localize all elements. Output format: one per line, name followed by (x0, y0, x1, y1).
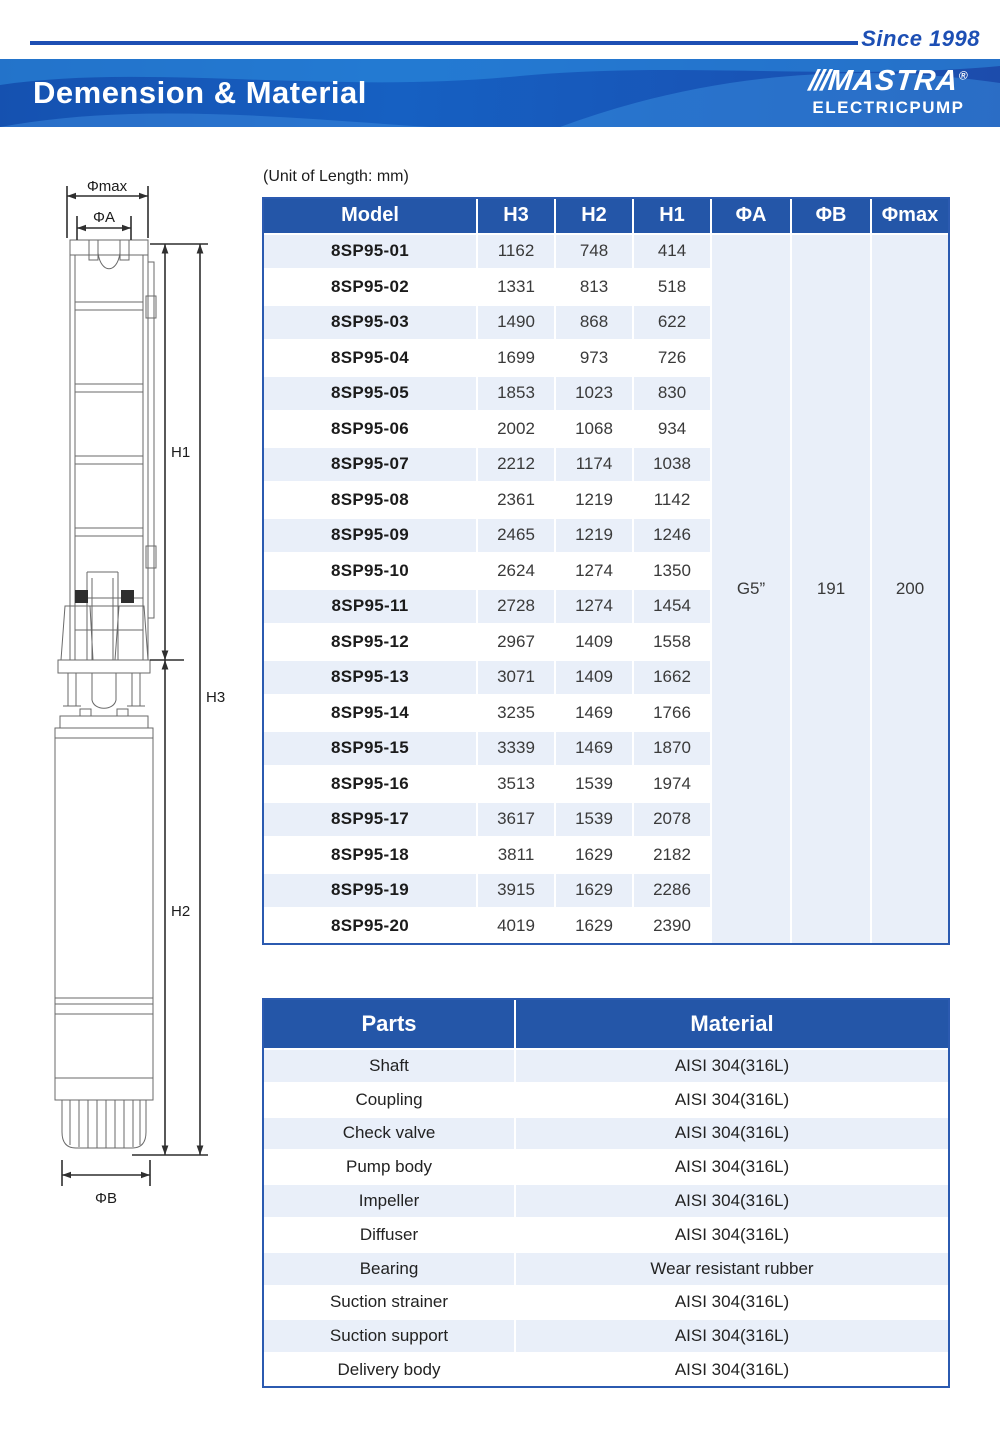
model-cell: 8SP95-14 (264, 696, 476, 730)
model-cell: 8SP95-17 (264, 803, 476, 837)
part-material-cell: AISI 304(316L) (516, 1219, 948, 1251)
value-cell: 1558 (634, 625, 710, 659)
dim-label-h3: H3 (206, 689, 226, 706)
dim-label-phi-b: ΦB (95, 1190, 117, 1207)
model-cell: 8SP95-18 (264, 838, 476, 872)
value-cell: 726 (634, 341, 710, 375)
part-name-cell: Suction support (264, 1320, 514, 1352)
dim-column-header--max: Φmax (872, 199, 948, 233)
value-cell: 1219 (556, 483, 632, 517)
model-cell: 8SP95-03 (264, 306, 476, 340)
part-material-cell: AISI 304(316L) (516, 1185, 948, 1217)
part-name-cell: Check valve (264, 1118, 514, 1150)
model-cell: 8SP95-12 (264, 625, 476, 659)
shared-phi-a-cell: G5” (712, 235, 790, 943)
value-cell: 2182 (634, 838, 710, 872)
value-cell: 1274 (556, 590, 632, 624)
model-cell: 8SP95-04 (264, 341, 476, 375)
value-cell: 1699 (478, 341, 554, 375)
model-cell: 8SP95-06 (264, 412, 476, 446)
value-cell: 1853 (478, 377, 554, 411)
model-cell: 8SP95-11 (264, 590, 476, 624)
shared-phi-b-cell: 191 (792, 235, 870, 943)
value-cell: 813 (556, 270, 632, 304)
value-cell: 1870 (634, 732, 710, 766)
value-cell: 1469 (556, 732, 632, 766)
parts-table (262, 998, 950, 1388)
model-cell: 8SP95-20 (264, 909, 476, 943)
value-cell: 3339 (478, 732, 554, 766)
logo-wordmark (807, 67, 969, 96)
value-cell: 1142 (634, 483, 710, 517)
value-cell: 1454 (634, 590, 710, 624)
part-material-cell: AISI 304(316L) (516, 1118, 948, 1150)
model-cell: 8SP95-10 (264, 554, 476, 588)
value-cell: 1490 (478, 306, 554, 340)
value-cell: 2078 (634, 803, 710, 837)
value-cell: 518 (634, 270, 710, 304)
pump-diagram (20, 160, 260, 1220)
value-cell: 3915 (478, 874, 554, 908)
value-cell: 868 (556, 306, 632, 340)
logo-brand-text: MASTRA (826, 65, 960, 97)
value-cell: 934 (634, 412, 710, 446)
value-cell: 2465 (478, 519, 554, 553)
model-cell: 8SP95-08 (264, 483, 476, 517)
value-cell: 830 (634, 377, 710, 411)
model-cell: 8SP95-09 (264, 519, 476, 553)
value-cell: 2212 (478, 448, 554, 482)
value-cell: 1974 (634, 767, 710, 801)
part-name-cell: Pump body (264, 1151, 514, 1183)
value-cell: 748 (556, 235, 632, 269)
value-cell: 2286 (634, 874, 710, 908)
part-name-cell: Diffuser (264, 1219, 514, 1251)
value-cell: 2967 (478, 625, 554, 659)
part-name-cell: Impeller (264, 1185, 514, 1217)
value-cell: 1274 (556, 554, 632, 588)
part-name-cell: Shaft (264, 1050, 514, 1082)
value-cell: 973 (556, 341, 632, 375)
value-cell: 1219 (556, 519, 632, 553)
dim-label-h2: H2 (171, 903, 191, 920)
value-cell: 3071 (478, 661, 554, 695)
value-cell: 414 (634, 235, 710, 269)
model-cell: 8SP95-15 (264, 732, 476, 766)
value-cell: 622 (634, 306, 710, 340)
value-cell: 1409 (556, 625, 632, 659)
model-cell: 8SP95-16 (264, 767, 476, 801)
dim-label-phi-a: ΦA (93, 209, 115, 226)
value-cell: 1629 (556, 874, 632, 908)
dimension-table-grid (264, 199, 948, 943)
top-rule (30, 41, 858, 45)
dim-column-header--a: ΦA (712, 199, 790, 233)
value-cell: 1539 (556, 803, 632, 837)
value-cell: 1068 (556, 412, 632, 446)
value-cell: 1539 (556, 767, 632, 801)
dim-column-header--b: ΦB (792, 199, 870, 233)
model-cell: 8SP95-07 (264, 448, 476, 482)
value-cell: 1038 (634, 448, 710, 482)
value-cell: 2002 (478, 412, 554, 446)
part-name-cell: Bearing (264, 1253, 514, 1285)
part-material-cell: AISI 304(316L) (516, 1151, 948, 1183)
part-name-cell: Coupling (264, 1084, 514, 1116)
value-cell: 1629 (556, 838, 632, 872)
dimension-table (262, 197, 950, 945)
dim-label-h1: H1 (171, 444, 191, 461)
dim-column-header-h1: H1 (634, 199, 710, 233)
model-cell: 8SP95-02 (264, 270, 476, 304)
value-cell: 1246 (634, 519, 710, 553)
value-cell: 1766 (634, 696, 710, 730)
value-cell: 3617 (478, 803, 554, 837)
logo-subtitle: ELECTRICPUMP (812, 98, 965, 117)
value-cell: 1409 (556, 661, 632, 695)
part-material-cell: AISI 304(316L) (516, 1287, 948, 1319)
page-title: Demension & Material (33, 75, 367, 110)
value-cell: 2728 (478, 590, 554, 624)
value-cell: 2361 (478, 483, 554, 517)
value-cell: 1662 (634, 661, 710, 695)
value-cell: 1469 (556, 696, 632, 730)
dim-column-header-h2: H2 (556, 199, 632, 233)
parts-column-header-parts: Parts (264, 1000, 514, 1048)
part-material-cell: Wear resistant rubber (516, 1253, 948, 1285)
value-cell: 1023 (556, 377, 632, 411)
parts-table-grid (264, 1000, 948, 1386)
value-cell: 2390 (634, 909, 710, 943)
brand-logo (809, 67, 968, 116)
value-cell: 1350 (634, 554, 710, 588)
value-cell: 1162 (478, 235, 554, 269)
since-text: Since 1998 (861, 26, 980, 51)
parts-column-header-material: Material (516, 1000, 948, 1048)
value-cell: 1331 (478, 270, 554, 304)
value-cell: 3513 (478, 767, 554, 801)
logo-slashes-icon: /// (807, 65, 829, 97)
part-material-cell: AISI 304(316L) (516, 1354, 948, 1386)
part-name-cell: Delivery body (264, 1354, 514, 1386)
shared-phi-max-cell: 200 (872, 235, 948, 943)
value-cell: 1629 (556, 909, 632, 943)
value-cell: 2624 (478, 554, 554, 588)
part-material-cell: AISI 304(316L) (516, 1050, 948, 1082)
dim-column-header-h3: H3 (478, 199, 554, 233)
part-material-cell: AISI 304(316L) (516, 1084, 948, 1116)
dim-label-phi-max: Φmax (86, 178, 128, 195)
part-name-cell: Suction strainer (264, 1287, 514, 1319)
model-cell: 8SP95-05 (264, 377, 476, 411)
dim-column-header-model: Model (264, 199, 476, 233)
value-cell: 1174 (556, 448, 632, 482)
value-cell: 4019 (478, 909, 554, 943)
model-cell: 8SP95-19 (264, 874, 476, 908)
part-material-cell: AISI 304(316L) (516, 1320, 948, 1352)
unit-note: (Unit of Length: mm) (263, 168, 409, 185)
title-banner (0, 59, 1000, 127)
value-cell: 3811 (478, 838, 554, 872)
model-cell: 8SP95-01 (264, 235, 476, 269)
value-cell: 3235 (478, 696, 554, 730)
registered-mark-icon: ® (958, 68, 970, 83)
model-cell: 8SP95-13 (264, 661, 476, 695)
